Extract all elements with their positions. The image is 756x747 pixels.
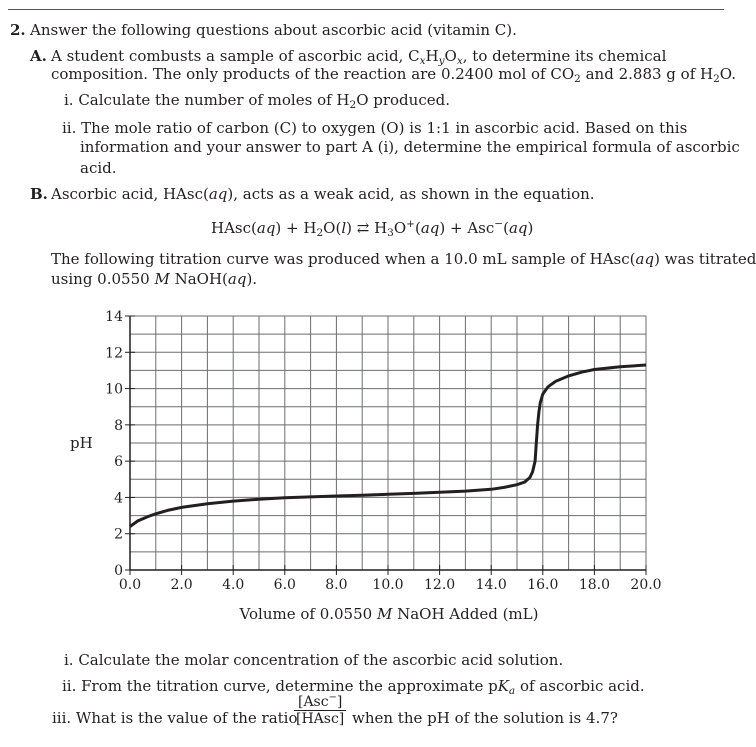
equilibrium-equation: HAsc(aq) + $H_2O(l)$ ⇄ $H_3O^+(aq) + Asc^-(aq)$: [211, 218, 534, 239]
part-b-i: i. Calculate the molar concentration of the ascorbic acid solution.: [64, 651, 564, 669]
part-b-label: B.: [30, 185, 48, 203]
x-tick-label: 10.0: [372, 577, 404, 593]
titration-line1: The following titration curve was produced when a 10.0 mL sample of HAsc(aq) was titrated: [51, 250, 756, 268]
part-a-ii-line3: acid.: [80, 159, 117, 177]
y-tick-label: 6: [114, 454, 123, 471]
part-a-line2: composition. The only products of the reaction are 0.2400 mol of $CO_2$ and 2.883 g of $H_2O$.: [51, 65, 736, 85]
y-tick-label: 0: [114, 563, 123, 579]
x-tick-label: 0.0: [118, 577, 142, 593]
x-tick-label: 12.0: [424, 577, 456, 593]
x-tick-label: 4.0: [222, 577, 245, 593]
part-b-iii-prefix: iii. What is the value of the ratio: [52, 709, 298, 727]
top-rule: [8, 9, 724, 10]
titration-line2: using 0.0550 M NaOH(aq).: [51, 270, 258, 288]
x-tick-label: 2.0: [170, 577, 193, 593]
chart-grid: [130, 316, 646, 570]
part-b-line1: Ascorbic acid, HAsc(aq), acts as a weak acid, as shown in the equation.: [51, 185, 595, 203]
y-tick-labels: [105, 309, 123, 579]
y-tick-label: 8: [114, 417, 123, 434]
x-tick-label: 8.0: [325, 577, 348, 593]
y-axis-label: pH: [70, 434, 93, 452]
question-stem: Answer the following questions about ascorbic acid (vitamin C).: [30, 21, 517, 39]
part-b-iii-suffix: when the pH of the solution is 4.7?: [352, 709, 618, 727]
x-tick-label: 16.0: [527, 577, 559, 593]
ratio-denominator: [HAsc]: [296, 711, 345, 727]
x-tick-labels: [119, 577, 662, 593]
y-tick-label: 14: [105, 309, 123, 325]
y-tick-label: 10: [105, 381, 123, 398]
ratio-fraction: [294, 694, 346, 727]
part-a-ii-line2: information and your answer to part A (i), determine the empirical formula of ascorbic: [80, 138, 740, 156]
x-tick-label: 14.0: [475, 577, 507, 593]
part-b-ii: ii. From the titration curve, determine the approximate $pK_a$ of ascorbic acid.: [62, 677, 645, 697]
y-tick-label: 2: [114, 526, 123, 543]
y-tick-label: 12: [105, 345, 123, 362]
part-a-i: i. Calculate the number of moles of $H_2O$ produced.: [64, 91, 450, 111]
ratio-numerator: [Asc−]: [294, 694, 346, 711]
x-tick-label: 6.0: [273, 577, 296, 593]
part-a-line1: A student combusts a sample of ascorbic acid, $C_xH_yO_x$, to determine its chemical: [51, 47, 667, 67]
part-a-label: A.: [30, 47, 47, 65]
x-tick-label: 18.0: [578, 577, 610, 593]
x-tick-label: 20.0: [630, 577, 662, 593]
question-number: 2.: [10, 21, 26, 39]
titration-chart: [0, 300, 729, 640]
part-a-ii-line1: ii. The mole ratio of carbon (C) to oxygen (O) is 1:1 in ascorbic acid. Based on this: [62, 119, 688, 137]
x-axis-label: Volume of 0.0550 M NaOH Added (mL): [239, 605, 539, 623]
chart-axes: [125, 316, 646, 575]
y-tick-label: 4: [114, 490, 123, 507]
